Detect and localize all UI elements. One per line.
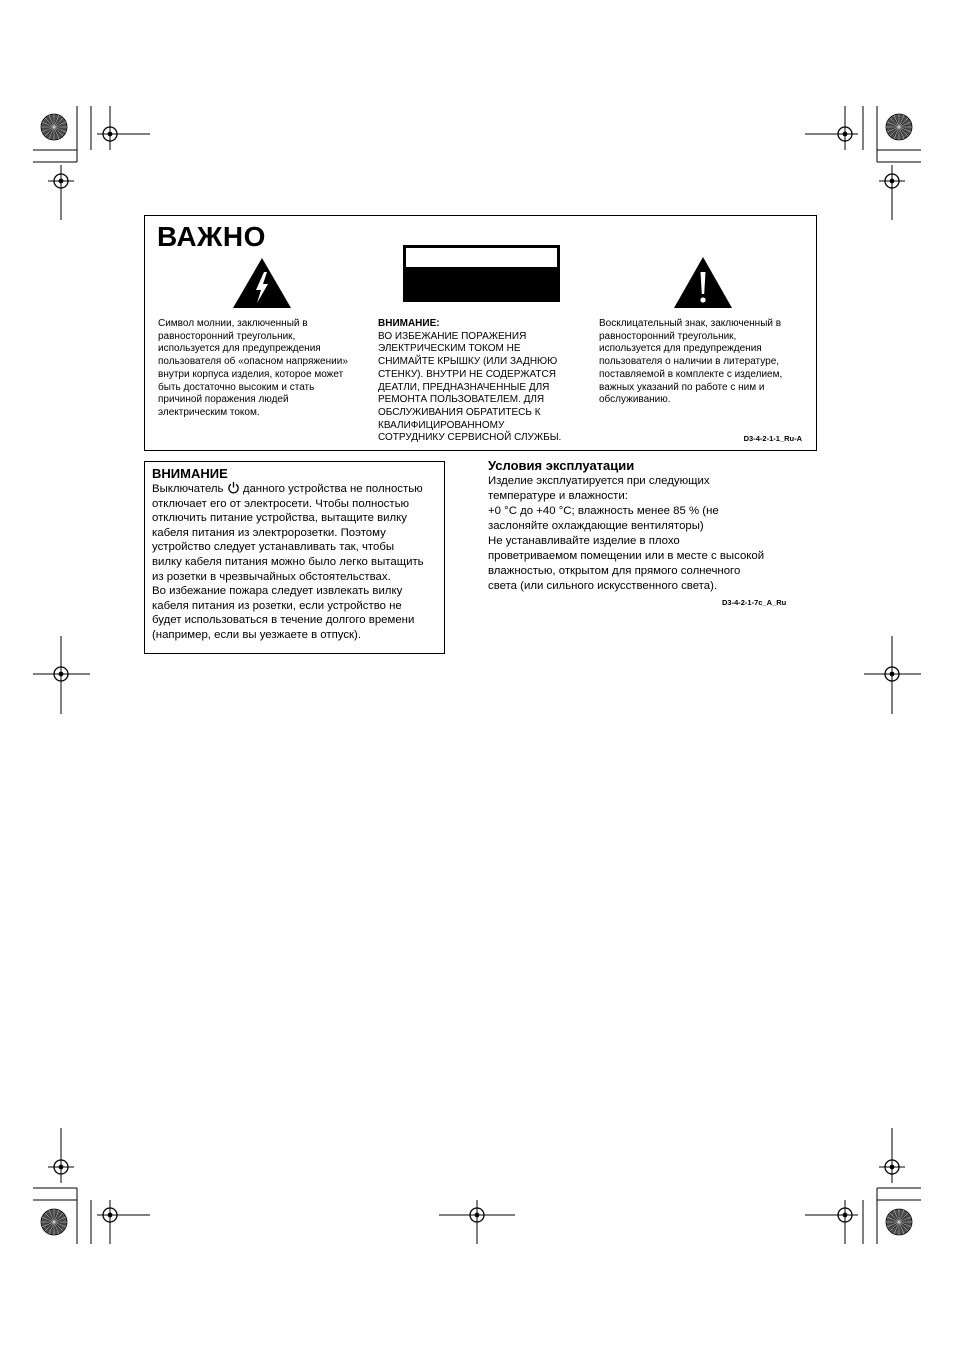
operating-conditions-heading: Условия эксплуатации xyxy=(488,458,635,473)
lightning-symbol-description xyxy=(158,318,368,420)
text-line: Восклицательный знак, заключенный в xyxy=(599,318,782,329)
text-line xyxy=(152,481,424,497)
text-line: влажностью, открытом для прямого солнечного xyxy=(488,565,741,577)
important-title: ВАЖНО xyxy=(157,221,266,252)
warning-heading: ВНИМАНИЕ xyxy=(152,466,228,481)
text-fragment: данного устройства не полностью xyxy=(242,483,423,495)
text-fragment: Выключатель xyxy=(152,483,224,495)
text-line: СНИМАЙТЕ КРЫШКУ (ИЛИ ЗАДНЮЮ xyxy=(378,356,558,368)
text-line: используется для предупреждения xyxy=(158,343,321,355)
text-line: ВО ИЗБЕЖАНИЕ ПОРАЖЕНИЯ xyxy=(378,330,527,342)
text-line: устройство следует устанавливать так, чтобы xyxy=(152,541,395,554)
text-line: важных указаний по работе с ним и xyxy=(599,381,765,393)
exclamation-symbol-description xyxy=(599,318,809,407)
text-line: пользователя об «опасном напряжении» xyxy=(158,356,348,368)
caution-text xyxy=(378,318,588,445)
text-line: Изделие эксплуатируется при следующих xyxy=(488,475,710,487)
text-line: СОТРУДНИКУ СЕРВИСНОЙ СЛУЖБЫ. xyxy=(378,432,562,444)
text-line: причиной поражения людей xyxy=(158,394,289,406)
text-line: РЕМОНТА ПОЛЬЗОВАТЕЛЕМ. ДЛЯ xyxy=(378,394,545,406)
text-line: равносторонний треугольник, xyxy=(599,330,737,342)
text-line: температуре и влажности: xyxy=(488,490,628,502)
text-line: СТЕНКУ). ВНУТРИ НЕ СОДЕРЖАТСЯ xyxy=(378,368,556,380)
document-code: D3-4-2-1-7c_A_Ru xyxy=(722,598,787,607)
operating-conditions-section xyxy=(488,458,798,594)
document-code: D3-4-2-1-1_Ru-A xyxy=(743,434,802,443)
text-line: ДЕАТЛИ, ПРЕДНАЗНАЧЕННЫЕ ДЛЯ xyxy=(378,381,550,393)
text-line: Не устанавливайте изделие в плохо xyxy=(488,535,680,547)
text-line: Во избежание пожара следует извлекать вилку xyxy=(152,585,403,598)
text-line: вилку кабеля питания можно было легко вытащить xyxy=(152,555,424,568)
text-line: света (или сильного искусственного света). xyxy=(488,580,718,592)
text-line: кабеля питания из электророзетки. Поэтому xyxy=(152,526,386,539)
text-line: будет использоваться в течение долгого времени xyxy=(152,614,415,627)
text-line: кабеля питания из розетки, если устройство не xyxy=(152,599,402,612)
text-line: Символ молнии, заключенный в xyxy=(158,318,308,329)
caution-heading: ВНИМАНИЕ: xyxy=(378,318,440,329)
text-line: (например, если вы уезжаете в отпуск). xyxy=(152,628,361,641)
warning-box xyxy=(144,461,445,654)
text-line: поставляемой в комплекте с изделием, xyxy=(599,368,783,380)
text-line: заслоняйте охлаждающие вентиляторы) xyxy=(488,520,704,532)
text-line: внутри корпуса изделия, которое может xyxy=(158,368,344,380)
text-line: ОБСЛУЖИВАНИЯ ОБРАТИТЕСЬ К xyxy=(378,406,541,418)
text-line: отключить питание устройства, вытащите вилку xyxy=(152,512,407,525)
exclamation-warning-icon xyxy=(673,256,733,309)
power-icon xyxy=(227,481,240,494)
text-line: используется для предупреждения xyxy=(599,343,762,355)
text-line: обслуживанию. xyxy=(599,394,671,406)
lightning-warning-icon xyxy=(232,257,292,309)
text-line: электрическим током. xyxy=(158,406,260,418)
text-line: проветриваемом помещении или в месте с высокой xyxy=(488,550,765,562)
operating-conditions-text xyxy=(488,474,798,594)
text-line: пользователя о наличии в литературе, xyxy=(599,356,780,368)
warning-text xyxy=(152,481,424,643)
text-line: отключает его от электросети. Чтобы полностью xyxy=(152,497,410,510)
important-safety-box xyxy=(144,215,817,451)
text-line: +0 °C до +40 °C; влажность менее 85 % (не xyxy=(488,505,719,517)
text-line: ЭЛЕКТРИЧЕСКИМ ТОКОМ НЕ xyxy=(378,343,521,355)
text-line: быть достаточно высоким и стать xyxy=(158,381,315,393)
text-line: равносторонний треугольник, xyxy=(158,330,296,342)
text-line: КВАЛИФИЦИРОВАННОМУ xyxy=(378,419,505,431)
caution-label-graphic xyxy=(403,245,560,302)
text-line: из розетки в чрезвычайных обстоятельствах. xyxy=(152,570,391,583)
